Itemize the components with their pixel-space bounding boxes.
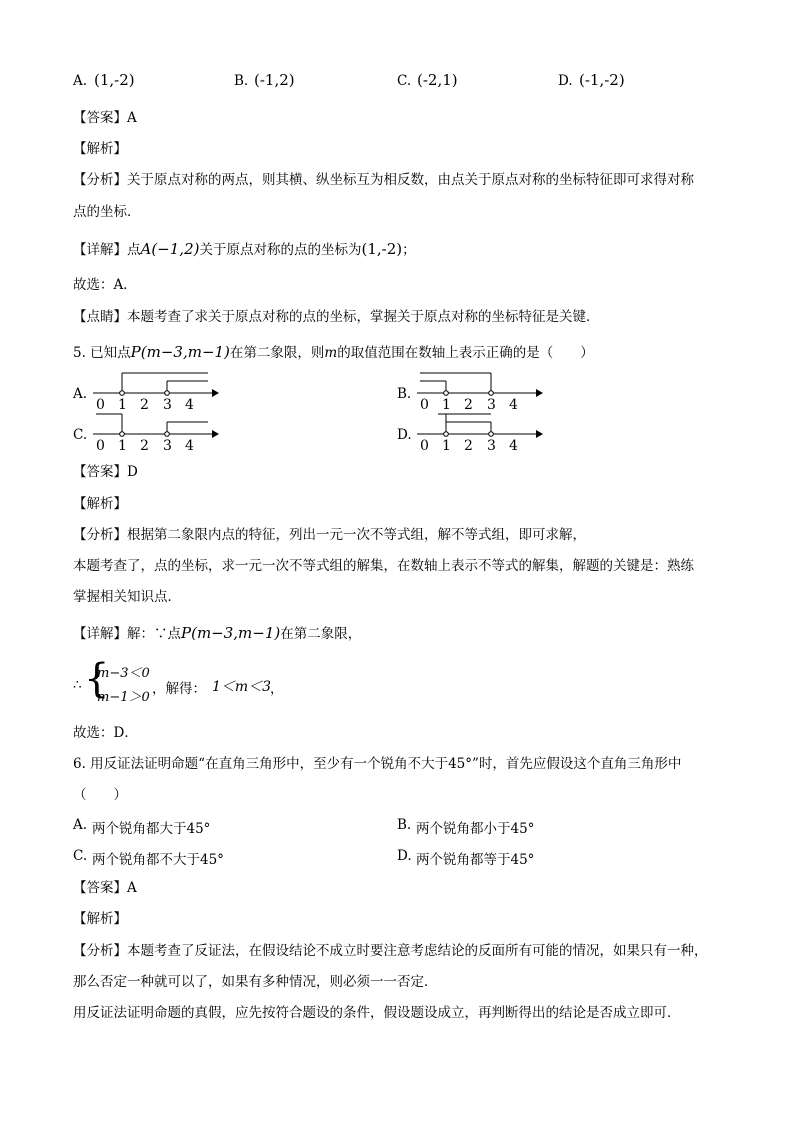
q4-answer — [73, 109, 137, 127]
q4-guxuan: 故选：A． — [73, 277, 137, 293]
answer-tag: 【答案】 — [73, 110, 127, 126]
tick-label: 4 — [185, 397, 194, 412]
tick-label: 0 — [96, 397, 105, 412]
answer-value: D — [127, 464, 138, 480]
q4-option-d-value: (-1,-2) — [579, 71, 625, 89]
q6-option-b-text: 两个锐角都小于45° — [416, 821, 535, 837]
tick-label: 2 — [140, 397, 149, 412]
q4-fenxi-line1 — [73, 171, 694, 189]
solve-pre: ，解得： — [152, 681, 206, 697]
tick-label: 2 — [464, 397, 473, 412]
q6-option-d-text: 两个锐角都等于45° — [416, 852, 535, 868]
tick-label: 1 — [442, 397, 451, 412]
inequality-2: m−1＞0 — [97, 690, 150, 705]
q6-fenxi-line1 — [73, 942, 708, 960]
q6-option-c-letter: C. — [73, 848, 88, 864]
tick-label: 1 — [118, 438, 127, 453]
q6-fenxi-line2: 那么否定一种就可以了，如果有多种情况，则必须一一否定． — [73, 974, 438, 990]
q6-option-c-text: 两个锐角都不大于45° — [92, 852, 224, 868]
xiangjie-end: ； — [402, 242, 416, 258]
q6-option-b-letter: B. — [397, 817, 412, 833]
answer-tag: 【答案】 — [73, 880, 127, 896]
q5-option-b-letter: B. — [397, 386, 412, 402]
q6-line3: 用反证法证明命题的真假，应先按符合题设的条件，假设题设成立，再判断得出的结论是否成立即可． — [73, 1005, 681, 1021]
q5-option-b-numberline — [412, 370, 544, 412]
inequality-1: m−3＜0 — [97, 666, 150, 681]
answer-value: A — [127, 880, 137, 896]
point-p: P(m−3,m−1) — [181, 624, 281, 642]
solve-result: 1＜m＜3 — [212, 679, 272, 695]
tick-label: 3 — [487, 438, 496, 453]
q5-answer — [73, 463, 138, 481]
q5-stem-post: 的取值范围在数轴上表示正确的是（ ） — [337, 345, 594, 361]
tick-label: 0 — [96, 438, 105, 453]
q5-analysis-heading: 【解析】 — [73, 496, 127, 512]
q5-option-d-letter: D. — [397, 427, 412, 443]
fenxi-tag: 【分析】 — [73, 527, 127, 543]
dianjing-tag: 【点睛】 — [73, 309, 127, 325]
fenxi-tag: 【分析】 — [73, 943, 127, 959]
q5-option-c-letter: C. — [73, 427, 88, 443]
q5-fenxi-line1 — [73, 526, 586, 544]
tick-label: 4 — [185, 438, 194, 453]
xiangjie-tag: 【详解】 — [73, 626, 127, 642]
answer-tag: 【答案】 — [73, 464, 127, 480]
xiangjie-pre: 点 — [127, 242, 141, 258]
q5-fenxi-line2: 本题考查了，点的坐标，求一元一次不等式组的解集，在数轴上表示不等式的解集，解题的关键是：熟练 — [73, 558, 694, 574]
tick-label: 3 — [163, 438, 172, 453]
tick-label: 3 — [487, 397, 496, 412]
q5-option-a-numberline — [88, 370, 220, 412]
q5-option-c-numberline — [88, 411, 220, 453]
fenxi-text: 根据第二象限内点的特征，列出一元一次不等式组，解不等式组，即可求解， — [127, 527, 586, 543]
result-point: (1,-2) — [361, 240, 403, 258]
xiangjie-mid: 关于原点对称的点的坐标为 — [199, 242, 362, 258]
tick-label: 0 — [420, 438, 429, 453]
xiangjie-pre: 解：∵点 — [127, 626, 181, 642]
q5-option-d-numberline — [412, 411, 544, 453]
q5-guxuan: 故选：D． — [73, 725, 138, 741]
q5-option-a-letter: A. — [73, 386, 88, 402]
therefore-symbol: ∴ — [73, 677, 82, 693]
tick-label: 1 — [442, 438, 451, 453]
q4-dianjing — [73, 308, 600, 326]
answer-value: A — [127, 110, 137, 126]
q6-answer — [73, 879, 137, 897]
q6-option-a-text: 两个锐角都大于45° — [92, 821, 211, 837]
q5-var-m: m — [324, 345, 338, 361]
solve-post: ， — [270, 681, 284, 697]
q4-option-b-letter: B. — [234, 73, 249, 89]
tick-label: 4 — [509, 397, 518, 412]
q6-option-a-letter: A. — [73, 817, 88, 833]
q5-stem — [73, 343, 594, 362]
q5-stem-mid: 在第二象限，则 — [229, 345, 325, 361]
fenxi-text: 关于原点对称的两点，则其横、纵坐标互为相反数，由点关于原点对称的坐标特征即可求得对称 — [127, 172, 694, 188]
q5-xiangjie — [73, 624, 361, 643]
fenxi-tag: 【分析】 — [73, 172, 127, 188]
q6-option-d-letter: D. — [397, 848, 412, 864]
fenxi-text: 本题考查了反证法，在假设结论不成立时要注意考虑结论的反面所有可能的情况，如果只有一种， — [127, 943, 708, 959]
tick-label: 3 — [163, 397, 172, 412]
q4-option-d-letter: D. — [558, 73, 573, 89]
tick-label: 1 — [118, 397, 127, 412]
xiangjie-post: 在第二象限， — [280, 626, 362, 642]
tick-label: 2 — [140, 438, 149, 453]
q6-stem-line2: （ ） — [73, 787, 127, 803]
tick-label: 4 — [509, 438, 518, 453]
xiangjie-tag: 【详解】 — [73, 242, 127, 258]
q4-option-a-value: (1,-2) — [94, 71, 135, 89]
q4-fenxi-line2: 点的坐标． — [73, 204, 141, 220]
q4-option-c-letter: C. — [397, 73, 412, 89]
q5-stem-pre: 5. 已知点 — [73, 345, 131, 361]
tick-label: 2 — [464, 438, 473, 453]
q6-stem-line1: 6. 用反证法证明命题“在直角三角形中，至少有一个锐角不大于45°”时，首先应假设这个直角三角形中 — [73, 756, 682, 772]
point-a: A(−1,2) — [140, 240, 200, 258]
q5-fenxi-line3: 掌握相关知识点． — [73, 589, 181, 605]
q4-option-a-letter: A. — [73, 73, 88, 89]
q4-analysis-heading: 【解析】 — [73, 141, 127, 157]
dianjing-text: 本题考查了求关于原点对称的点的坐标，掌握关于原点对称的坐标特征是关键． — [127, 309, 600, 325]
q4-option-b-value: (-1,2) — [254, 71, 295, 89]
tick-label: 0 — [420, 397, 429, 412]
q4-xiangjie — [73, 240, 416, 259]
q4-option-c-value: (-2,1) — [417, 71, 458, 89]
q6-analysis-heading: 【解析】 — [73, 911, 127, 927]
q5-point-p: P(m−3,m−1) — [130, 343, 230, 361]
left-brace: { — [84, 656, 110, 702]
